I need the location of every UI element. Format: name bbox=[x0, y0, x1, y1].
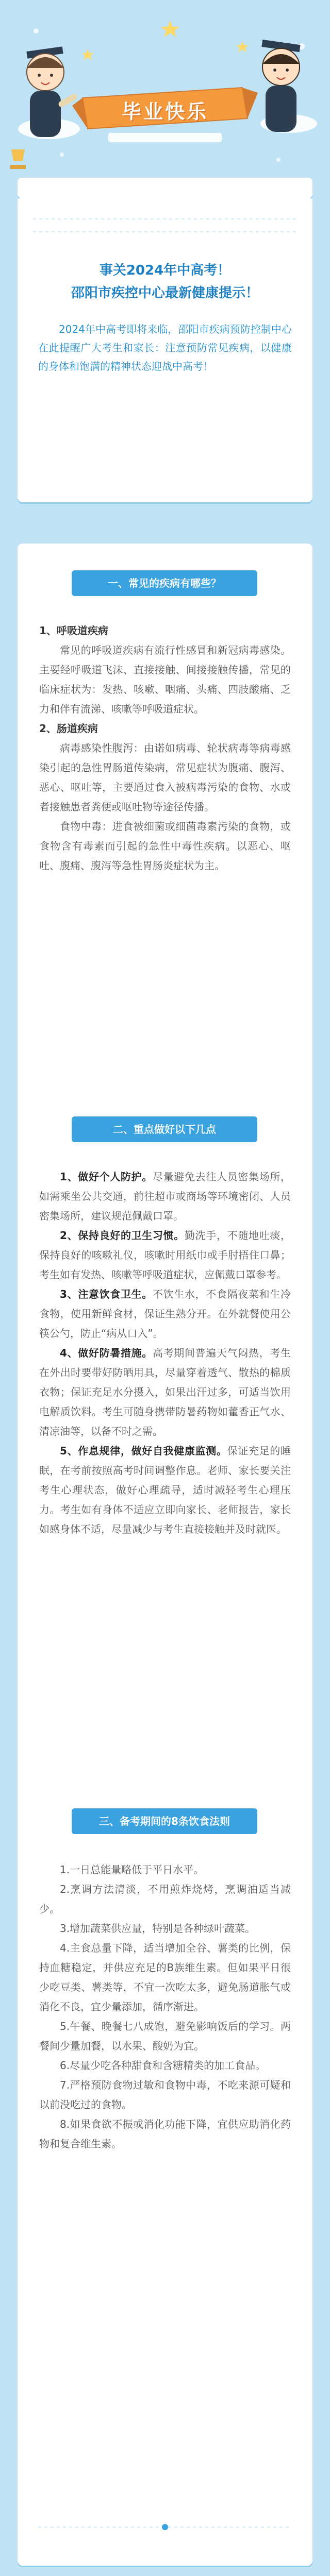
section2-item-1 bbox=[39, 1167, 291, 1226]
diet-rule-7: 7.严格预防食物过敏和食物中毒，不吃来源可疑和以前没吃过的食物。 bbox=[39, 2079, 291, 2111]
diet-rule-6: 6.尽量少吃各种甜食和含糖精类的加工食品。 bbox=[60, 2059, 266, 2072]
graduation-banner bbox=[88, 77, 242, 134]
hero-banner bbox=[0, 0, 330, 206]
section2-item-1-title: 1、做好个人防护。 bbox=[60, 1171, 153, 1183]
section1-heading: 一、常见的疾病有哪些？ bbox=[72, 570, 257, 596]
hero-card-top bbox=[18, 178, 312, 198]
section2-heading: 二、重点做好以下几点 bbox=[72, 1116, 257, 1142]
section2-item-4 bbox=[39, 1343, 291, 1441]
section2-item-4-title: 4、做好防暑措施。 bbox=[60, 1347, 153, 1359]
section2-item-5 bbox=[39, 1441, 291, 1539]
diet-rule-5: 5.午餐、晚餐七八成饱，避免影响饭后的学习。两餐间少量加餐，以水果、酸奶为宜。 bbox=[39, 2020, 291, 2052]
section2-item-5-text: 保证充足的睡眠，在考前按照高考时间调整作息。老师、家长要关注考生心理状态，做好心理疏导，适时减轻考生心理压力。考生如有身体不适应立即向家长、老师报告，家长如感身体不适，尽量减少与考生直接接触并及时就医。 bbox=[39, 1445, 291, 1535]
diet-rule-2: 2.烹调方法清淡，不用煎炸烧烤，烹调油适当减少。 bbox=[39, 1883, 291, 1915]
section2-item-3-title: 3、注意饮食卫生。 bbox=[60, 1288, 153, 1300]
trophy-icon bbox=[10, 149, 26, 169]
intro-card bbox=[18, 198, 312, 502]
diet-rule-1: 1.一日总能量略低于平日水平。 bbox=[60, 1863, 204, 1876]
section1-p2: 病毒感染性腹泻：由诺如病毒、轮状病毒等病毒感染引起的急性胃肠道传染病，常见症状为腹痛、腹泻、恶心、呕吐等，主要通过食入被病毒污染的食物、水或者接触患者粪便或呕吐物等途径传播。 bbox=[39, 742, 291, 813]
section1-body bbox=[39, 621, 291, 875]
intro-title bbox=[18, 259, 312, 304]
diet-rule-8: 8.如果食欲不振或消化功能下降，宜供应助消化药物和复合维生素。 bbox=[39, 2118, 291, 2150]
section2-item-2-title: 2、保持良好的卫生习惯。 bbox=[60, 1229, 185, 1242]
section3-heading: 三、备考期间的8条饮食法则 bbox=[72, 1808, 257, 1834]
intro-title-line1: 事关2024年中高考！ bbox=[99, 263, 231, 278]
section2-item-2 bbox=[39, 1226, 291, 1284]
section2-item-1-text: 尽量避免去往人员密集场所，如需乘坐公共交通，前往超市或商场等环境密闭、人员密集场所，建议规范佩戴口罩。 bbox=[39, 1171, 291, 1222]
content-panel bbox=[18, 544, 312, 2566]
student-right-illustration bbox=[261, 40, 300, 132]
section2-item-5-title: 5、作息规律，做好自我健康监测。 bbox=[60, 1445, 227, 1457]
intro-title-line2: 邵阳市疾控中心最新健康提示！ bbox=[71, 285, 259, 301]
section1-sub1: 1、呼吸道疾病 bbox=[39, 624, 108, 637]
section2-item-2-text: 勤洗手，不随地吐痰，保持良好的咳嗽礼仪，咳嗽时用纸巾或手肘捂住口鼻；考生如有发热、咳嗽等呼吸道症状，应佩戴口罩参考。 bbox=[39, 1229, 291, 1281]
panel-bottom-decoration bbox=[18, 2512, 312, 2553]
section2-body bbox=[39, 1167, 291, 1539]
section2-item-3-text: 不饮生水，不食隔夜菜和生冷食物，使用新鲜食材，保证生熟分开。在外就餐使用公筷公勺，防止“病从口入”。 bbox=[39, 1288, 291, 1340]
diet-rule-4: 4.主食总量下降，适当增加全谷、薯类的比例，保持血糖稳定，并供应充足的B族维生素。但如果平日很少吃豆类、薯类等，不宜一次吃太多，避免肠道胀气或消化不良，宜少量添加，循序渐进。 bbox=[39, 1942, 291, 2013]
intro-body: 2024年中高考即将来临，邵阳市疾病预防控制中心在此提醒广大考生和家长：注意预防常见疾病，以健康的身体和饱满的精神状态迎战中高考！ bbox=[38, 323, 292, 372]
section1-p3: 食物中毒：进食被细菌或细菌毒素污染的食物，或食物含有毒素而引起的急性中毒性疾病。以恶心、呕吐、腹痛、腹泻等急性胃肠炎症状为主。 bbox=[39, 820, 291, 872]
section1-sub2: 2、肠道疾病 bbox=[39, 722, 98, 735]
notebook-lines-decoration bbox=[18, 209, 312, 240]
section2-item-3 bbox=[39, 1284, 291, 1343]
section1-p1: 常见的呼吸道疾病有流行性感冒和新冠病毒感染。主要经呼吸道飞沫、直接接触、间接接触传播，常见的临床症状为：发热、咳嗽、咽痛、头痛、四肢酸痛、乏力和伴有流涕、咳嗽等呼吸道症状。 bbox=[39, 644, 291, 715]
section2-item-4-text: 高考期间普遍天气闷热，考生在外出时要带好防晒用具，尽量穿着透气、散热的棉质衣物；保证充足水分摄入，如果出汗过多，可适当饮用电解质饮料。考生可随身携带防暑药物如藿香正气水、清凉油等，以备不时之需。 bbox=[39, 1347, 291, 1437]
banner-text: 毕业快乐 bbox=[121, 100, 208, 123]
section3-body bbox=[39, 1860, 291, 2154]
diet-rule-3: 3.增加蔬菜供应量，特别是各种绿叶蔬菜。 bbox=[60, 1922, 256, 1935]
